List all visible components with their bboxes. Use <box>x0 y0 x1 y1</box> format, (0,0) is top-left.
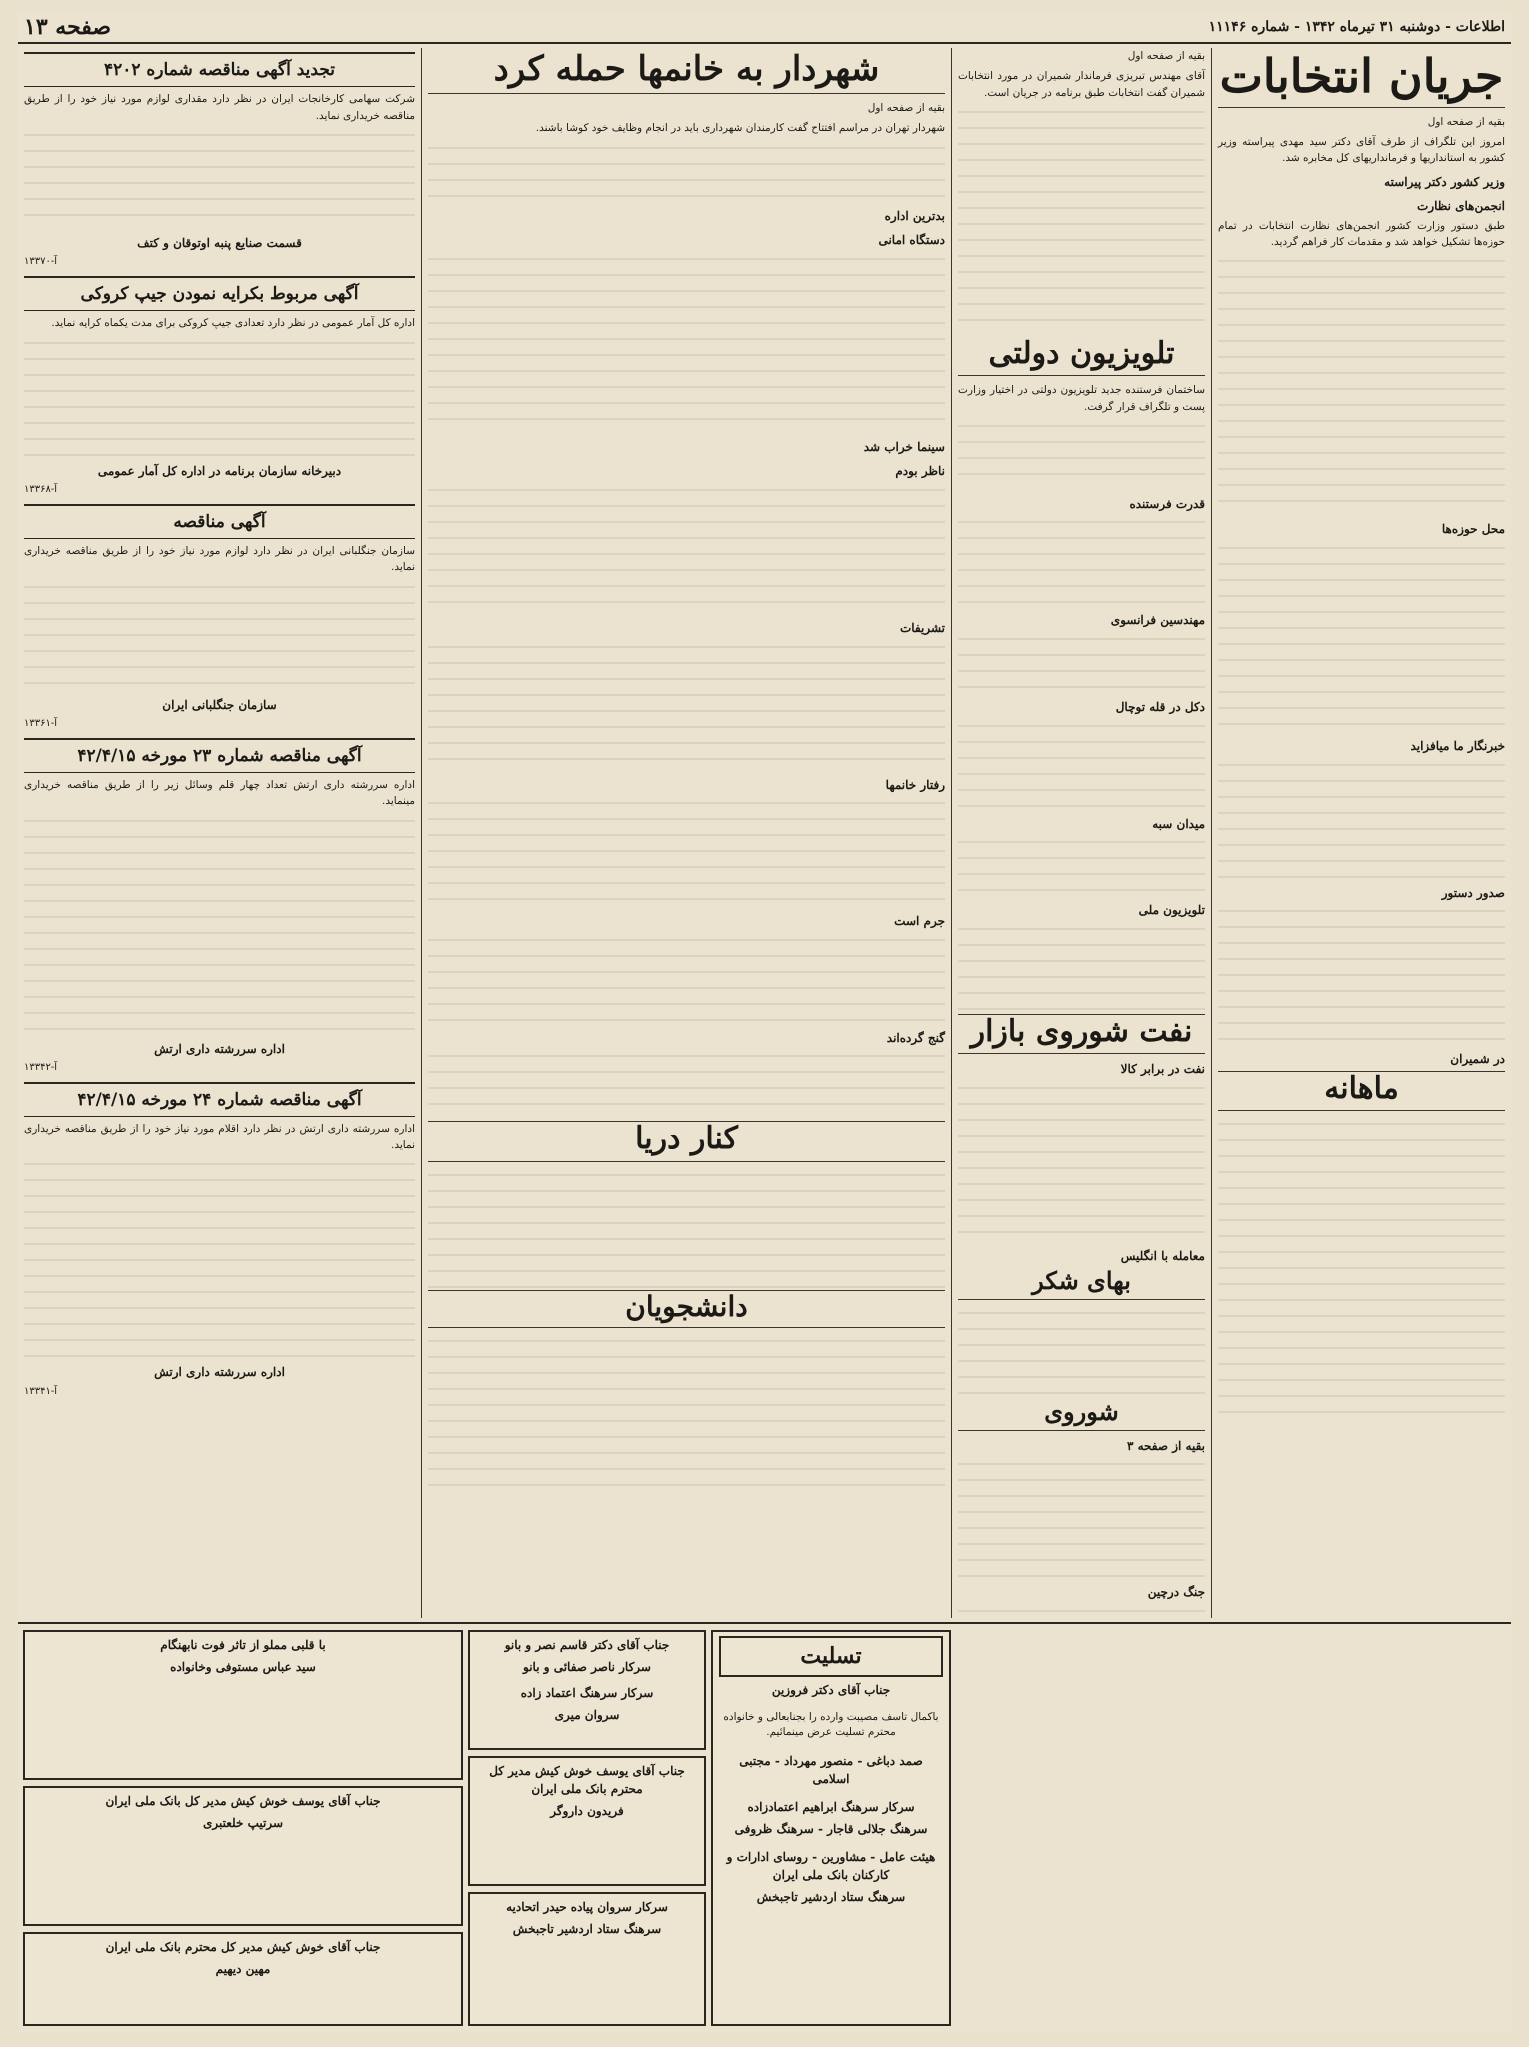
column-mayor <box>421 48 951 1618</box>
column-television <box>951 48 1211 1618</box>
text-block <box>428 796 945 906</box>
headline-television: تلویزیون دولتی <box>958 337 1205 377</box>
ad-text: سازمان جنگلبانی ایران در نظر دارد لوازم مورد نیاز خود را از طریق مناقصه خریداری نماید. <box>24 545 415 574</box>
ad-reference: آ-۱۳۳۴۲ <box>24 1062 58 1074</box>
lead-text: بقیه از صفحه اول <box>1427 115 1505 128</box>
text-block <box>24 1157 415 1357</box>
masthead-info: اطلاعات - دوشنبه ۳۱ تیرماه ۱۳۴۲ - شماره ۱۱۱۴۶ <box>1208 19 1505 35</box>
box-signature: مهین دیهیم <box>215 1962 271 1976</box>
paragraph: شهردار تهران در مراسم افتتاح گفت کارمندان شهرداری باید در انجام وظایف خود کوشا باشند. <box>535 122 945 135</box>
ad-reference: آ-۱۳۳۷۰ <box>24 256 58 268</box>
paragraph: امروز این تلگراف از طرف آقای دکتر سید مهدی پیراسته وزیر کشور به استانداریها و فرمانداریهای کل مخابره شد. <box>1218 136 1505 165</box>
text-block <box>428 483 945 613</box>
subheading: معامله با انگلیس <box>1120 1248 1205 1263</box>
newspaper-page <box>18 12 1511 2032</box>
paragraph: طبق دستور وزارت کشور انجمن‌های نظارت انتخابات در تمام حوزه‌ها تشکیل خواهد شد و مقدمات کار فراهم گردید. <box>1218 219 1505 249</box>
paragraph: آقای مهندس تبریزی فرماندار شمیران در مورد انتخابات شمیران گفت انتخابات طبق برنامه در جریان است. <box>958 70 1205 99</box>
box-text: باکمال تاسف مصیبت وارده را بجنابعالی و خانواده محترم تسلیت عرض مینمائیم. <box>723 1710 939 1739</box>
box-signature: سرتیپ خلعتبری <box>202 1816 284 1830</box>
subheading: دکل در قله توچال <box>1115 700 1205 715</box>
subheading: محل حوزه‌ها <box>1441 522 1505 537</box>
ad-signature: دبیرخانه سازمان برنامه در اداره کل آمار عمومی <box>97 463 342 478</box>
text-block <box>24 814 415 1034</box>
subheading: نفت در برابر کالا <box>1120 1062 1205 1077</box>
subheading: بقیه از صفحه ۳ <box>1126 1438 1205 1453</box>
box-title: جناب آقای یوسف خوش کیش مدیر کل محترم بانک ملی ایران <box>489 1764 685 1796</box>
column-elections <box>1211 48 1511 1618</box>
box-title: جناب آقای دکتر قاسم نصر و بانو <box>504 1638 670 1652</box>
subheading: صدور دستور <box>1441 885 1505 900</box>
box-title: با قلبی مملو از تاثر فوت نابهنگام <box>160 1638 326 1652</box>
box-title: سرکار سرهنگ ابراهیم اعتمادزاده <box>747 1799 915 1814</box>
text-block <box>958 632 1205 692</box>
headline-soviet: شوروی <box>958 1398 1205 1431</box>
headline-seaside: کنار دریا <box>428 1121 945 1162</box>
subheading: گنج گرده‌اند <box>886 1030 945 1045</box>
ad-reference: آ-۱۳۳۶۱ <box>24 718 58 730</box>
columns <box>18 48 1511 1618</box>
condolence-box <box>23 1630 463 1780</box>
box-signature: سروان میری <box>554 1708 620 1722</box>
ad-title: تجدید آگهی مناقصه شماره ۴۲۰۲ <box>24 52 415 87</box>
text-block <box>1218 904 1505 1044</box>
text-block <box>958 922 1205 1012</box>
headline-elections: جریان انتخابات <box>1218 50 1505 108</box>
text-block <box>958 419 1205 489</box>
subheading: میدان سبه <box>1152 816 1205 831</box>
ad-reference: آ-۱۳۳۴۱ <box>24 1386 58 1398</box>
box-title: جناب آقای خوش کیش مدیر کل محترم بانک ملی ایران <box>105 1940 381 1954</box>
ad-text: اداره سررشته داری ارتش در نظر دارد اقلام مورد نیاز خود را از طریق مناقصه خریداری نماید. <box>24 1122 415 1152</box>
box-signature: سرهنگ ستاد اردشیر تاجبخش <box>512 1922 662 1936</box>
subheading: رفتار خانمها <box>885 777 945 792</box>
ad-title: آگهی مناقصه شماره ۲۴ مورخه ۴۲/۴/۱۵ <box>24 1082 415 1117</box>
text-block <box>428 1168 945 1288</box>
headline-students: دانشجویان <box>428 1290 945 1328</box>
subheading: تشریفات <box>899 621 945 635</box>
condolence-box <box>468 1756 706 1886</box>
subheading: انجمن‌های نظارت <box>1417 199 1505 214</box>
condolence-box <box>468 1630 706 1750</box>
text-block <box>958 515 1205 605</box>
text-block <box>428 1334 945 1494</box>
paragraph: ساختمان فرستنده جدید تلویزیون دولتی در اختیار وزارت پست و تلگراف قرار گرفت. <box>958 384 1205 413</box>
subheading: قدرت فرستنده <box>1129 496 1205 511</box>
text-block <box>24 336 415 456</box>
text-block <box>1218 758 1505 878</box>
column-ads <box>18 48 421 1618</box>
ad-signature: سازمان جنگلبانی ایران <box>162 697 277 712</box>
box-signature: سرکار ناصر صفائی و بانو <box>523 1660 651 1674</box>
text-block <box>24 128 415 228</box>
text-block <box>958 1306 1205 1396</box>
ad-text: اداره سررشته داری ارتش تعداد چهار قلم وسائل زیر را از طریق مناقصه خریداری مینماید. <box>24 778 415 808</box>
headline-mayor: شهردار به خانمها حمله کرد <box>428 50 945 94</box>
ad-title: آگهی مناقصه <box>24 504 415 539</box>
condolence-box <box>23 1786 463 1926</box>
page-number: صفحه ۱۳ <box>24 14 112 40</box>
box-signature: سرهنگ ستاد اردشیر تاجبخش <box>756 1889 906 1904</box>
condolence-box <box>711 1630 951 2026</box>
box-signature: سرهنگ جلالی قاجار - سرهنگ ظروفی <box>734 1821 928 1836</box>
text-block <box>958 719 1205 809</box>
box-signature: صمد دباغی - منصور مهرداد - مجتبی اسلامی <box>739 1753 923 1786</box>
ad-reference: آ-۱۳۳۶۸ <box>24 484 58 496</box>
condolence-header: تسلیت <box>719 1636 943 1677</box>
text-block <box>958 1604 1205 1618</box>
subheading: ناظر بودم <box>895 464 945 479</box>
condolence-box <box>468 1892 706 2026</box>
ad-signature: اداره سررشته داری ارتش <box>154 1365 285 1380</box>
box-signature: سید عباس مستوفی وخانواده <box>170 1660 316 1674</box>
box-title: سرکار سروان پیاده حیدر اتحادیه <box>506 1900 668 1914</box>
subheading: تلویزیون ملی <box>1138 903 1205 918</box>
text-block <box>428 1049 945 1119</box>
text-block <box>958 1457 1205 1577</box>
text-block <box>428 640 945 770</box>
text-block <box>958 1081 1205 1241</box>
text-block <box>1218 541 1505 731</box>
ad-signature: قسمت صنایع پنبه اوتوقان و کتف <box>137 235 302 250</box>
headline-soviet-oil: نفت شوروی بازار <box>958 1014 1205 1055</box>
text-block <box>958 835 1205 895</box>
condolence-box <box>23 1932 463 2026</box>
box-signature: فریدون داروگر <box>550 1804 624 1818</box>
subheading: در شمیران <box>1450 1052 1505 1067</box>
subheading: مهندسین فرانسوی <box>1110 613 1205 628</box>
headline-sugar-price: بهای شکر <box>958 1267 1205 1300</box>
box-title: سرکار سرهنگ اعتماد زاده <box>520 1686 654 1700</box>
lead-text: بقیه از صفحه اول <box>1127 50 1205 62</box>
text-block <box>958 105 1205 335</box>
lead-text: بقیه از صفحه اول <box>867 102 945 115</box>
text-block <box>428 933 945 1023</box>
text-block <box>428 252 945 432</box>
condolence-section <box>18 1622 1511 2034</box>
subheading: بدترین اداره <box>884 208 945 223</box>
ad-text: اداره کل آمار عمومی در نظر دارد تعدادی جیپ کروکی برای مدت یکماه کرایه نماید. <box>51 317 415 330</box>
subheading: وزیر کشور دکتر پیراسته <box>1384 174 1505 189</box>
box-title: هیئت عامل - مشاورین - روسای ادارات و کارکنان بانک ملی ایران <box>726 1849 936 1882</box>
subheading: دستگاه امانی <box>878 233 945 248</box>
ad-signature: اداره سررشته داری ارتش <box>154 1041 285 1056</box>
headline-monthly: ماهانه <box>1218 1071 1505 1112</box>
ad-title: آگهی مناقصه شماره ۲۳ مورخه ۴۲/۴/۱۵ <box>24 738 415 773</box>
subheading: جنگ درچین <box>1147 1585 1205 1600</box>
text-block <box>1218 1117 1505 1417</box>
subheading: جرم است <box>894 914 945 929</box>
subheading: خبرنگار ما میافزاید <box>1410 739 1505 753</box>
text-block <box>1218 254 1505 514</box>
box-title: جناب آقای یوسف خوش کیش مدیر کل بانک ملی ایران <box>105 1794 381 1808</box>
subheading: سینما خراب شد <box>863 439 945 454</box>
box-title: جناب آقای دکتر فروزین <box>771 1683 891 1697</box>
masthead <box>18 12 1511 44</box>
ad-text: شرکت سهامی کارخانجات ایران در نظر دارد مقداری لوازم مورد نیاز خود را از طریق مناقصه خریداری نماید. <box>24 93 415 122</box>
text-block <box>24 580 415 690</box>
ad-title: آگهی مربوط بکرایه نمودن جیپ کروکی <box>24 276 415 311</box>
text-block <box>428 141 945 201</box>
